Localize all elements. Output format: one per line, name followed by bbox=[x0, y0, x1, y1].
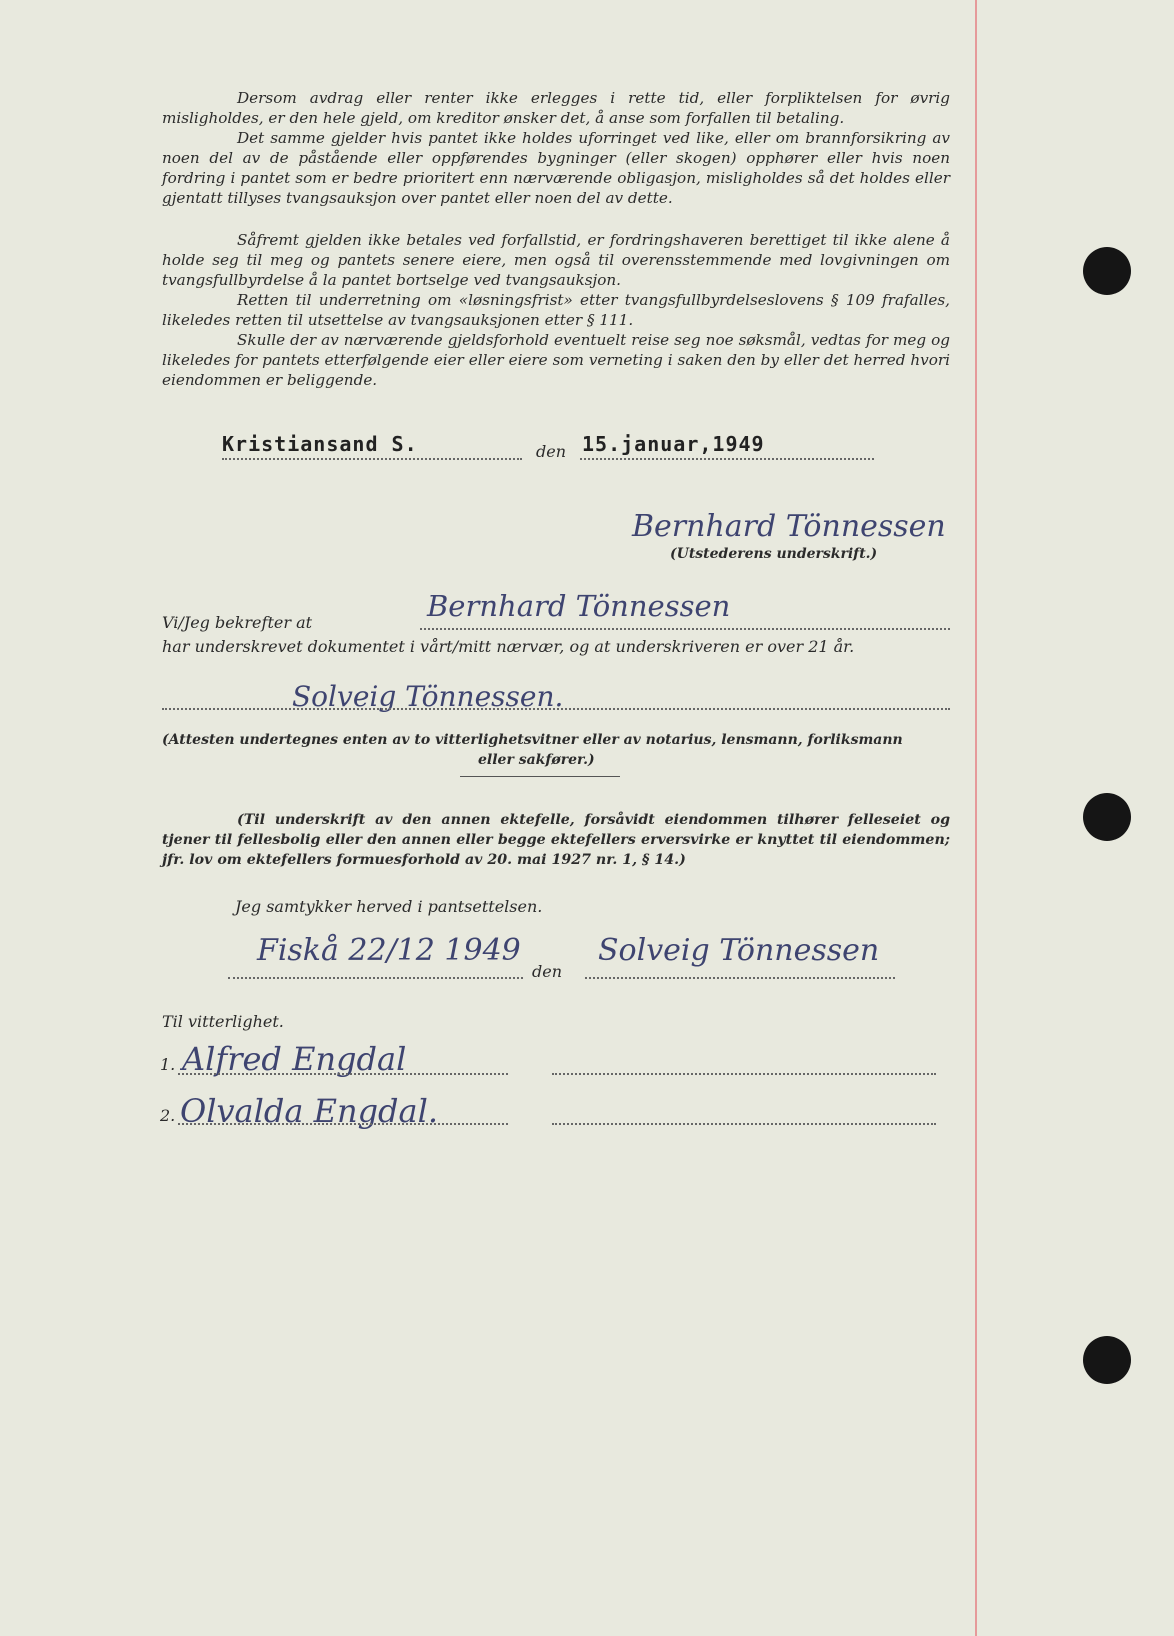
legal-paragraph-4: Retten til underretning om «løsningsfrist» etter tvangsfullbyrdelseslovens § 109 frafalles, likeledes retten til utsettelse av tvangsauksjonen etter § 111. bbox=[162, 291, 950, 329]
witness-2-extra-dotted-line bbox=[552, 1123, 936, 1125]
witness-2-number: 2. bbox=[160, 1106, 176, 1125]
divider bbox=[460, 776, 620, 777]
legal-paragraph-1: Dersom avdrag eller renter ikke erlegges i rette tid, eller forpliktelsen for øvrig misligholdes, er den hele gjeld, om kreditor ønsker det, å anse som forfallen til betaling. bbox=[162, 89, 950, 127]
binder-hole-bottom bbox=[1083, 1336, 1131, 1384]
legal-paragraph-3: Såfremt gjelden ikke betales ved forfallstid, er fordringshaveren berettiget til ikke alene å holde seg til meg og pantets senere eiere, men også til overensstemmende med lovgivningen om tvangsfullbyrdelse å la pantet bortselge ved tvangsauksjon. bbox=[162, 231, 950, 289]
place-dotted-line bbox=[222, 458, 522, 460]
witness-1-dotted-line bbox=[178, 1073, 508, 1075]
legal-paragraph-2: Det samme gjelder hvis pantet ikke holdes uforringet ved like, eller om brannforsikring av noen del av de påstående eller oppførendes bygninger (eller skogen) opphører eller hvis noen fordring i pantet som er bedre prioritert enn nærværende obligasjon, misligholdes så det holdes eller gjentatt tillyses tvangsauksjon over pantet eller noen del av dette. bbox=[162, 129, 950, 207]
margin-rule bbox=[975, 0, 977, 1636]
svg-text:Alfred Engdal: Alfred Engdal bbox=[182, 1040, 407, 1078]
confirm-name-signature bbox=[425, 584, 825, 628]
witnesses-heading: Til vitterlighet. bbox=[162, 1012, 284, 1031]
issue-date: 15.januar,1949 bbox=[582, 432, 765, 456]
issue-den-label: den bbox=[536, 442, 567, 461]
attestation-note-line2: eller sakfører.) bbox=[478, 752, 595, 768]
binder-hole-middle bbox=[1083, 793, 1131, 841]
svg-text:Olvalda Engdal.: Olvalda Engdal. bbox=[180, 1092, 439, 1130]
spouse-signature bbox=[596, 922, 926, 972]
witness-1-number: 1. bbox=[160, 1055, 176, 1074]
issue-place: Kristiansand S. bbox=[222, 432, 418, 456]
spouse-place-date bbox=[255, 922, 535, 972]
svg-text:Bernhard Tönnessen: Bernhard Tönnessen bbox=[632, 509, 946, 544]
spouse-den-label: den bbox=[532, 962, 563, 981]
witness-dotted-line bbox=[162, 708, 950, 710]
spouse-place-dotted-line bbox=[228, 977, 523, 979]
issuer-signature-caption: (Utstederens underskrift.) bbox=[670, 546, 878, 562]
issuer-signature bbox=[630, 500, 1000, 550]
confirm-dotted-line bbox=[420, 628, 950, 630]
svg-text:Bernhard Tönnessen: Bernhard Tönnessen bbox=[427, 589, 731, 623]
legal-paragraph-5: Skulle der av nærværende gjeldsforhold eventuelt reise seg noe søksmål, vedtas for meg og likeledes for pantets etterfølgende eier eller eiere som verneting i saken den by eller det herred hvori eiendommen er beliggende. bbox=[162, 331, 950, 389]
date-dotted-line bbox=[580, 458, 874, 460]
spouse-consent: Jeg samtykker herved i pantsettelsen. bbox=[235, 897, 543, 916]
svg-text:Solveig Tönnessen: Solveig Tönnessen bbox=[598, 933, 880, 968]
spouse-note: (Til underskrift av den annen ektefelle, forsåvidt eiendommen tilhører felleseiet og tjener til fellesbolig eller den annen eller begge ektefellers erversvirke er knyttet til eiendommen; jfr. lov om ektefellers formuesforhold av 20. mai 1927 nr. 1, § 14.) bbox=[162, 812, 950, 868]
svg-text:Fiskå 22/12 1949: Fiskå 22/12 1949 bbox=[257, 933, 521, 968]
binder-hole-top bbox=[1083, 247, 1131, 295]
confirm-prefix: Vi/Jeg bekrefter at bbox=[162, 613, 313, 632]
svg-text:Solveig Tönnessen.: Solveig Tönnessen. bbox=[292, 680, 564, 713]
witness-2-signature bbox=[178, 1082, 518, 1152]
witness-signature bbox=[290, 672, 670, 720]
witness-1-extra-dotted-line bbox=[552, 1073, 936, 1075]
confirm-suffix: har underskrevet dokumentet i vårt/mitt nærvær, og at underskriveren er over 21 år. bbox=[162, 637, 855, 656]
spouse-signature-dotted-line bbox=[585, 977, 895, 979]
witness-2-dotted-line bbox=[178, 1123, 508, 1125]
attestation-note-line1: (Attesten undertegnes enten av to vitterlighetsvitner eller av notarius, lensmann, forliksmann bbox=[162, 732, 903, 748]
